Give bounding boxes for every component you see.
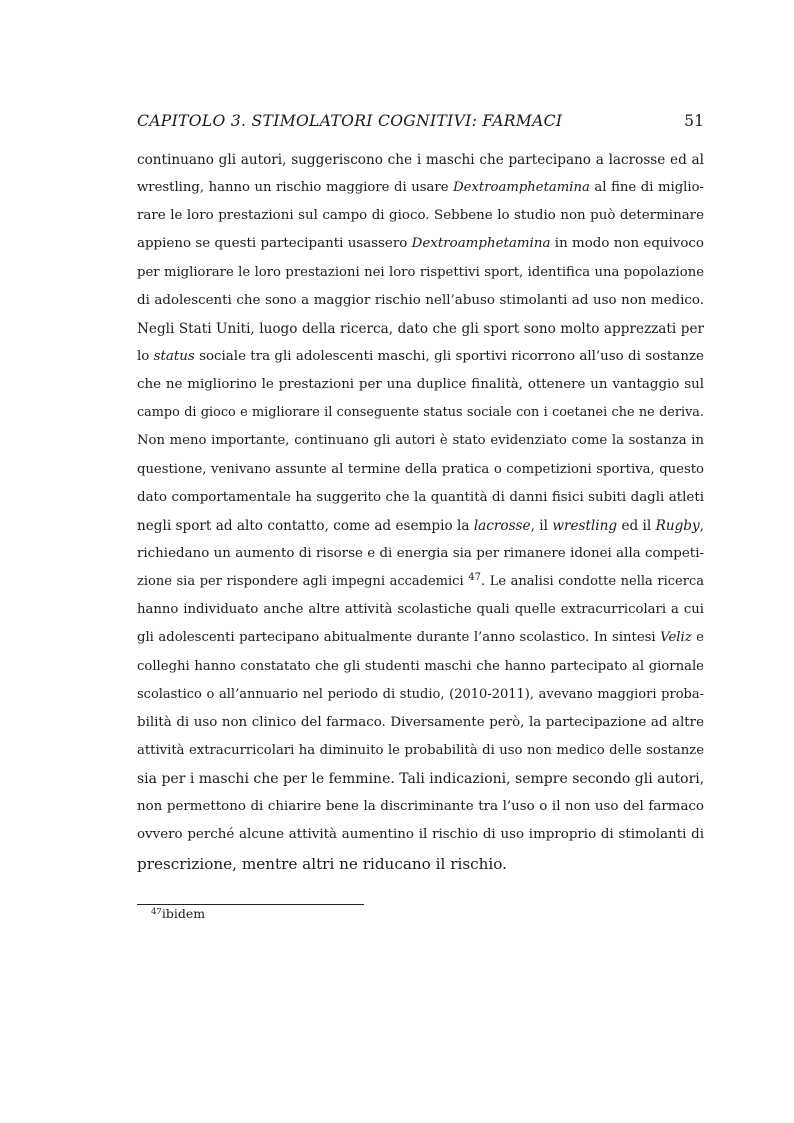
text-line <box>137 230 704 258</box>
italic-term: Rugby <box>655 517 700 534</box>
text-run: negli sport ad alto contatto, come ad esempio la <box>137 517 474 534</box>
text-run: sia per i maschi che per le femmine. Tali indicazioni, sempre secondo gli autori, <box>137 771 705 788</box>
text-run: ovvero perché alcune attività aumentino il rischio di uso improprio di stimolanti di <box>137 827 704 843</box>
italic-term: Dextroamphetamina <box>453 180 590 196</box>
text-line <box>137 850 704 878</box>
text-line <box>137 202 704 230</box>
text-run: colleghi hanno constatato che gli studenti maschi che hanno partecipato al giornale <box>137 658 704 674</box>
text-run: in modo non equivoco <box>550 236 704 252</box>
text-line <box>137 653 704 681</box>
text-run: , <box>699 517 704 534</box>
page-number: 51 <box>684 112 704 130</box>
chapter-title: CAPITOLO 3. STIMOLATORI COGNITIVI: FARMACI <box>137 112 563 130</box>
text-run: Negli Stati Uniti, luogo della ricerca, dato che gli sport sono molto apprezzati per <box>137 320 704 337</box>
text-run: wrestling, hanno un rischio maggiore di usare <box>137 180 454 196</box>
text-run: . Le analisi condotte nella ricerca <box>480 574 704 590</box>
text-line <box>137 315 704 343</box>
footnote-text: ibidem <box>161 906 206 921</box>
text-run: che ne migliorino le prestazioni per una duplice finalità, ottenere un vantaggio sul <box>137 377 704 393</box>
text-run: continuano gli autori, suggeriscono che i maschi che partecipano a lacrosse ed al <box>137 152 704 168</box>
text-line <box>137 512 704 540</box>
text-run: prescrizione, mentre altri ne riducano il rischio. <box>137 854 507 873</box>
text-line <box>137 371 704 399</box>
text-run: lo <box>137 348 154 364</box>
body-paragraph <box>137 146 704 878</box>
italic-term: Veliz <box>660 630 692 646</box>
text-line <box>137 259 704 287</box>
footnote <box>151 906 205 922</box>
text-run: Non meno importante, continuano gli autori è stato evidenziato come la sostanza in <box>137 433 704 449</box>
text-run: bilità di uso non clinico del farmaco. Diversamente però, la partecipazione ad altre <box>137 714 704 730</box>
text-line <box>137 624 704 652</box>
text-run: e <box>691 630 704 646</box>
text-line <box>137 568 704 596</box>
text-line <box>137 737 704 765</box>
text-run: questione, venivano assunte al termine della pratica o competizioni sportiva, questo <box>137 461 704 477</box>
text-line <box>137 793 704 821</box>
text-run: rare le loro prestazioni sul campo di gioco. Sebbene lo studio non può determinare <box>137 208 704 224</box>
footnote-mark: 47 <box>151 907 162 917</box>
text-line <box>137 146 704 174</box>
text-run: scolastico o all’annuario nel periodo di studio, (2010-2011), avevano maggiori proba- <box>137 686 704 702</box>
text-line <box>137 287 704 315</box>
text-run: per migliorare le loro prestazioni nei loro rispettivi sport, identifica una popolazione <box>137 264 704 280</box>
running-header <box>137 110 704 132</box>
text-line <box>137 821 704 849</box>
text-line <box>137 399 704 427</box>
text-run: ed il <box>617 517 656 534</box>
text-line <box>137 174 704 202</box>
italic-term: Dextroamphetamina <box>411 236 551 252</box>
text-line <box>137 456 704 484</box>
text-run: , il <box>530 517 553 534</box>
text-line <box>137 540 704 568</box>
text-line <box>137 765 704 793</box>
text-run: campo di gioco e migliorare il conseguente status sociale con i coetanei che ne deriva. <box>137 405 704 421</box>
text-line <box>137 709 704 737</box>
text-line <box>137 427 704 455</box>
italic-term: lacrosse <box>473 517 531 534</box>
italic-term: status <box>153 348 195 364</box>
text-run: hanno individuato anche altre attività scolastiche quali quelle extracurricolari a cui <box>137 602 704 618</box>
text-run: attività extracurricolari ha diminuito le probabilità di uso non medico delle sostanze <box>137 742 704 758</box>
text-run: al fine di miglio- <box>589 180 704 196</box>
text-line <box>137 484 704 512</box>
footnote-reference: 47 <box>468 572 481 584</box>
text-run: sociale tra gli adolescenti maschi, gli sportivi ricorrono all’uso di sostanze <box>194 348 704 364</box>
text-line <box>137 343 704 371</box>
text-run: richiedano un aumento di risorse e di energia sia per rimanere idonei alla competi- <box>137 545 704 561</box>
italic-term: wrestling <box>552 517 618 534</box>
text-run: zione sia per rispondere agli impegni accademici <box>137 574 469 590</box>
text-run: appieno se questi partecipanti usassero <box>137 236 412 252</box>
text-run: di adolescenti che sono a maggior rischio nell’abuso stimolanti ad uso non medico. <box>137 292 704 308</box>
footnote-divider <box>137 904 364 905</box>
text-line <box>137 596 704 624</box>
text-run: dato comportamentale ha suggerito che la quantità di danni fisici subiti dagli atleti <box>137 489 704 505</box>
text-line <box>137 681 704 709</box>
text-run: non permettono di chiarire bene la discriminante tra l’uso o il non uso del farmaco <box>137 799 704 815</box>
text-run: gli adolescenti partecipano abitualmente durante l’anno scolastico. In sintesi <box>137 630 661 646</box>
